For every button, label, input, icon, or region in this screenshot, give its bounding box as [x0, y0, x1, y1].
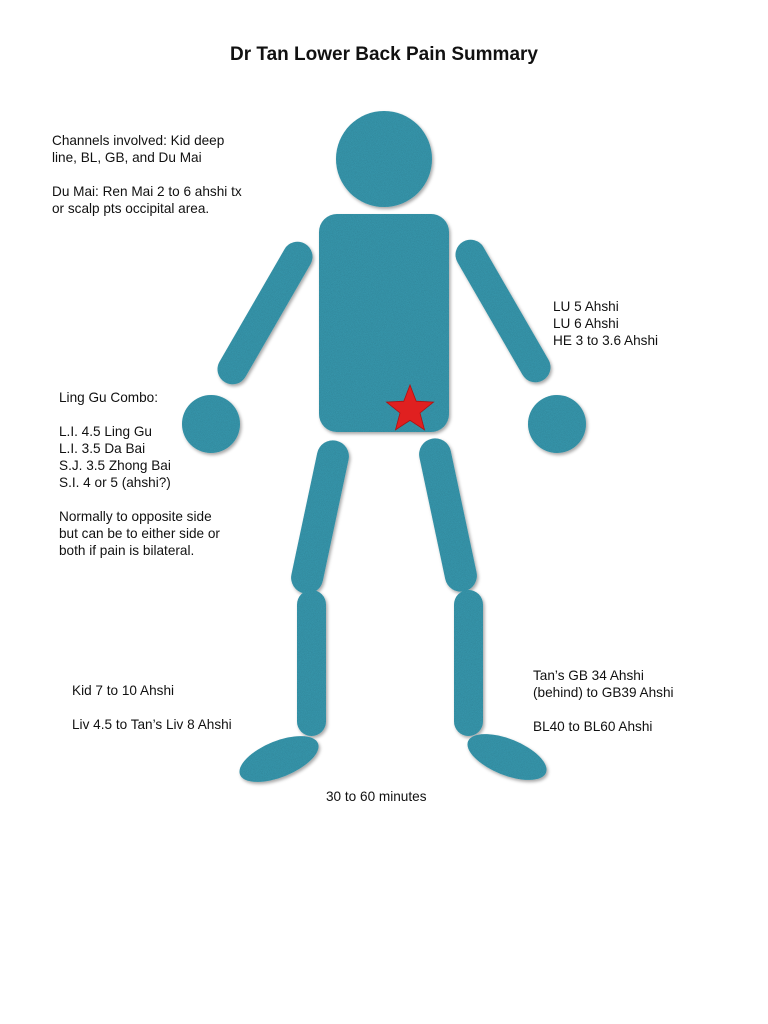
note-line: (behind) to GB39 Ahshi — [533, 685, 674, 700]
figure-head — [336, 111, 432, 207]
channels-note — [52, 132, 242, 217]
figure-hand-right — [528, 395, 586, 453]
note-line: Tan’s GB 34 Ahshi — [533, 668, 644, 683]
note-line: both if pain is bilateral. — [59, 543, 195, 558]
kid-liv-points-note — [72, 682, 232, 733]
note-line: LU 6 Ahshi — [553, 316, 619, 331]
note-line: line, BL, GB, and Du Mai — [52, 150, 202, 165]
lung-heart-points-note — [553, 298, 658, 349]
figure-arm-left — [212, 236, 318, 390]
figure-thigh-right — [416, 435, 480, 594]
note-line: Channels involved: Kid deep — [52, 133, 225, 148]
line-gap — [59, 406, 220, 423]
note-line: BL40 to BL60 Ahshi — [533, 719, 653, 734]
note-line: Du Mai: Ren Mai 2 to 6 ahshi tx — [52, 184, 242, 199]
figure-foot-left — [233, 727, 324, 792]
figure-shin-left — [297, 590, 326, 736]
figure-shin-right — [454, 590, 483, 736]
figure-torso — [319, 214, 449, 432]
note-line: Ling Gu Combo: — [59, 390, 158, 405]
note-line: S.I. 4 or 5 (ahshi?) — [59, 475, 171, 490]
note-line: Liv 4.5 to Tan’s Liv 8 Ahshi — [72, 717, 232, 732]
note-line: or scalp pts occipital area. — [52, 201, 210, 216]
line-gap — [52, 166, 242, 183]
note-line: Kid 7 to 10 Ahshi — [72, 683, 175, 698]
note-line: L.I. 4.5 Ling Gu — [59, 424, 152, 439]
note-line: but can be to either side or — [59, 526, 220, 541]
note-line: L.I. 3.5 Da Bai — [59, 441, 146, 456]
line-gap — [59, 491, 220, 508]
figure-arm-right — [450, 234, 556, 388]
duration-note: 30 to 60 minutes — [326, 789, 427, 804]
note-line: LU 5 Ahshi — [553, 299, 619, 314]
page-title: Dr Tan Lower Back Pain Summary — [230, 44, 538, 65]
note-line: Normally to opposite side — [59, 509, 212, 524]
gb-bl-points-note — [533, 667, 674, 735]
note-line: S.J. 3.5 Zhong Bai — [59, 458, 171, 473]
note-line: HE 3 to 3.6 Ahshi — [553, 333, 659, 348]
line-gap — [72, 699, 232, 716]
figure-thigh-left — [288, 437, 352, 596]
line-gap — [533, 701, 674, 718]
ling-gu-combo-note — [59, 389, 220, 559]
